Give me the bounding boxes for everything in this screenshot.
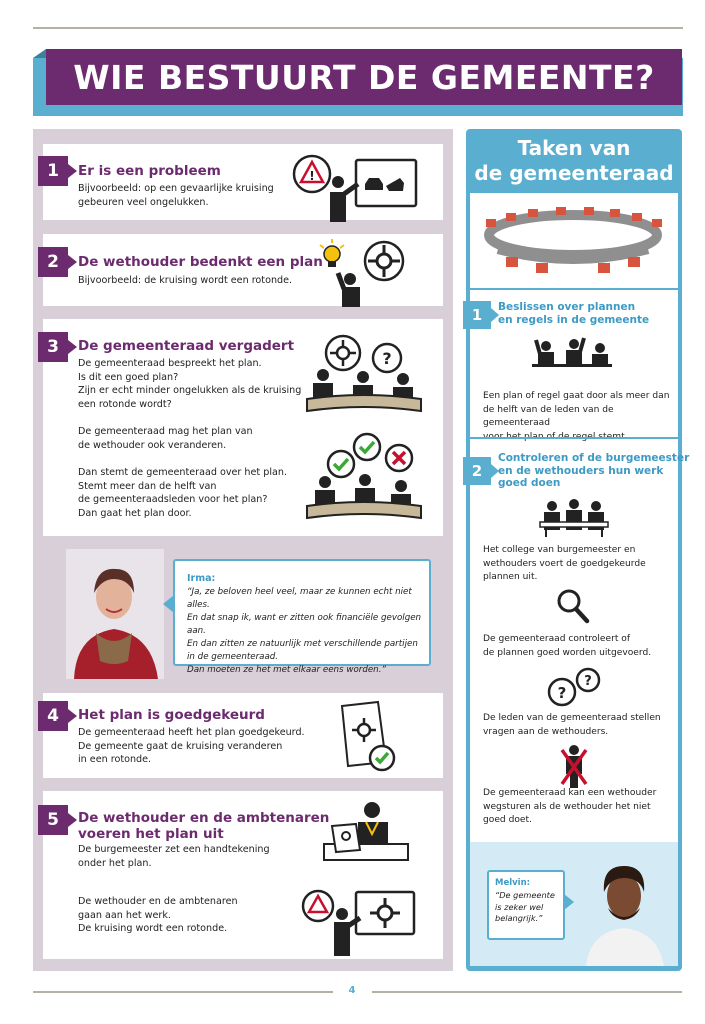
task-2-text-3: De leden van de gemeenteraad stellen vragen aan de wethouders. <box>483 713 661 737</box>
check-bubble-icon <box>328 451 354 477</box>
dismiss-wethouder-icon <box>560 744 588 788</box>
tasks-divider-1 <box>470 288 678 290</box>
questions-icon <box>546 668 604 708</box>
step-3-text-3: Dan stemt de gemeenteraad over het plan. Stemt meer dan de helft van de gemeenteraadsleden voor het plan? Dan gaat het plan door. <box>78 467 287 519</box>
svg-text:?: ? <box>382 349 392 368</box>
step-5-text-2: De wethouder en de ambtenaren gaan aan het werk. De kruising wordt een rotonde. <box>78 896 238 934</box>
step-1-number: 1 <box>38 156 68 186</box>
page-title: WIE BESTUURT DE GEMEENTE? <box>73 57 655 97</box>
task-2-number: 2 <box>463 457 491 485</box>
roundabout-bubble-icon <box>365 242 403 280</box>
college-meeting-icon <box>540 498 608 538</box>
melvin-name: Melvin: <box>495 878 531 888</box>
svg-text:!: ! <box>309 169 315 183</box>
irma-name: Irma: <box>187 573 216 584</box>
step-1-heading: Er is een probleem <box>78 163 221 179</box>
task-2-text-2: De gemeenteraad controleert of de plannen goed worden uitgevoerd. <box>483 634 652 658</box>
check-bubble-icon-2 <box>354 434 380 460</box>
magnifier-icon <box>556 588 590 624</box>
council-chamber-illustration <box>476 205 670 277</box>
step-5-text-1: De burgemeester zet een handtekening onder het plan. <box>78 844 270 869</box>
task-2-heading: Controleren of de burgemeester en de wethouders hun werk goed doen <box>498 452 690 489</box>
step-4-text: De gemeenteraad heeft het plan goedgekeurd. De gemeente gaat de kruising veranderen in een rotonde. <box>78 727 305 765</box>
task-1-text: Een plan of regel gaat door als meer dan de helft van de leden van de gemeenteraad <box>483 391 670 428</box>
banner-fold <box>33 49 46 58</box>
step-2-heading: De wethouder bedenkt een plan <box>78 254 323 270</box>
council-raising-hands-icon <box>532 334 612 366</box>
melvin-quote-text: “De gemeente is zeker wel belangrijk.” <box>495 890 555 923</box>
approved-plan-illustration <box>338 700 398 776</box>
problem-illustration <box>290 152 420 222</box>
task-1-number: 1 <box>463 301 491 329</box>
melvin-photo <box>580 852 670 966</box>
work-illustration <box>300 888 418 956</box>
council-debate-illustration <box>305 333 423 415</box>
mayor-signing-illustration <box>322 800 410 866</box>
tasks-title: Taken van de gemeenteraad <box>474 136 674 185</box>
step-1-text: Bijvoorbeeld: op een gevaarlijke kruising gebeuren veel ongelukken. <box>78 183 274 208</box>
tasks-divider-2 <box>470 437 678 439</box>
step-2-text: Bijvoorbeeld: de kruising wordt een rotonde. <box>78 275 293 286</box>
council-vote-illustration <box>305 432 423 522</box>
page-number: 4 <box>348 985 356 996</box>
step-3-number: 3 <box>38 332 68 362</box>
bottom-rule-left <box>33 991 333 993</box>
step-5-heading: De wethouder en de ambtenaren voeren het plan uit <box>78 810 330 842</box>
step-3-heading: De gemeenteraad vergadert <box>78 338 295 354</box>
task-2-text-4: De gemeenteraad kan een wethouder wegsturen als de wethouder het niet goed doet. <box>483 788 657 825</box>
melvin-quote <box>487 870 565 940</box>
bottom-rule-right <box>372 991 682 993</box>
step-4-heading: Het plan is goedgekeurd <box>78 707 265 723</box>
task-2-text-1: Het college van burgemeester en wethouders voert de goedgekeurde plannen uit. <box>483 545 646 582</box>
step-3-text-1: De gemeenteraad bespreekt het plan. Is dit een goed plan? Zijn er echt minder ongelukken als de kruising een rotonde wordt? <box>78 358 302 410</box>
irma-quote <box>173 559 431 675</box>
irma-quote-text: “Ja, ze beloven heel veel, maar ze kunnen echt niet alles. En dat snap ik, want er zitten ook financiële gevolgen aan. En dan zitten ze natuurlijk met verschillende partijen in de gemeenteraad. Dan moeten ze het met elkaar eens worden.” <box>187 587 422 675</box>
svg-text:?: ? <box>557 684 567 702</box>
irma-photo <box>66 549 164 679</box>
title-banner <box>46 49 682 105</box>
lightbulb-icon <box>320 239 344 267</box>
crash-board-icon <box>356 160 416 206</box>
step-4-number: 4 <box>38 701 68 731</box>
svg-text:?: ? <box>584 674 592 689</box>
top-rule <box>33 27 683 29</box>
task-1-heading: Beslissen over plannen en regels in de gemeente <box>498 301 650 326</box>
plan-illustration <box>318 239 413 307</box>
step-3-text-2: De gemeenteraad mag het plan van de wethouder ook veranderen. <box>78 426 253 451</box>
step-2-number: 2 <box>38 247 68 277</box>
step-5-number: 5 <box>38 805 68 835</box>
